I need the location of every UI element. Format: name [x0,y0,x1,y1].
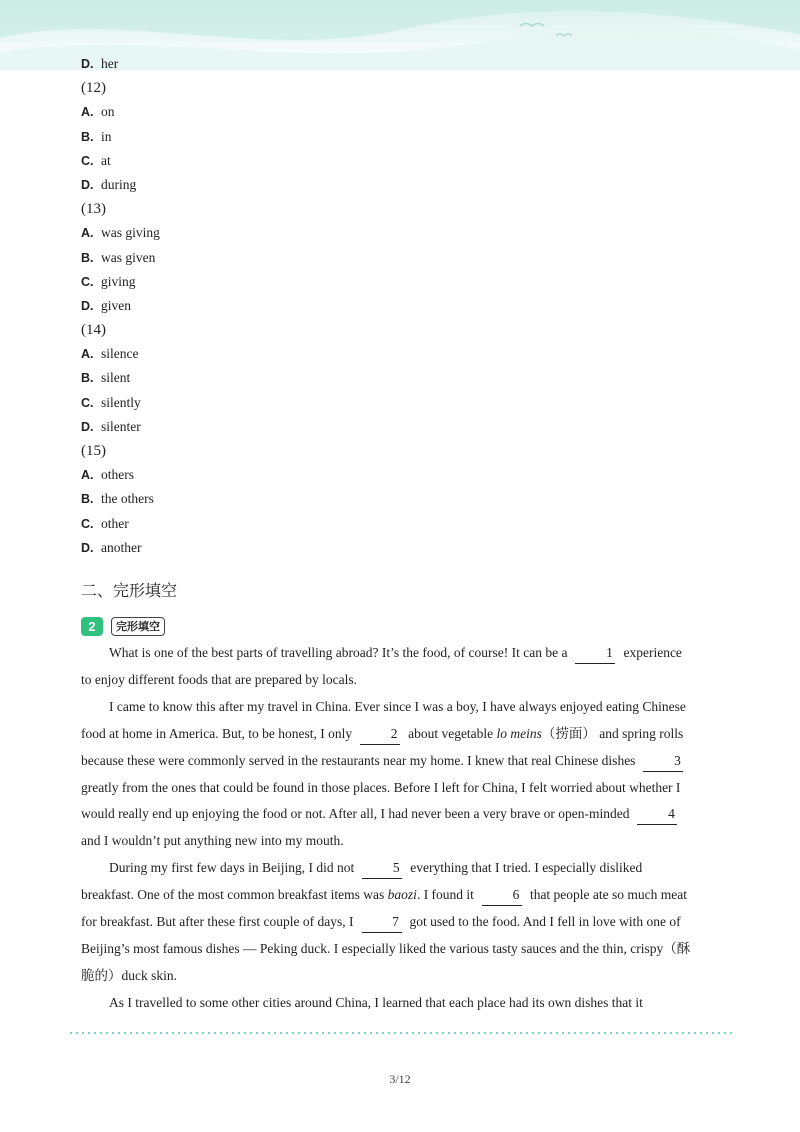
option-letter: B. [81,371,94,386]
option-text: her [101,56,119,71]
option-letter: C. [81,516,94,531]
option-row [81,391,721,415]
option-letter: B. [81,492,94,507]
option-text: silenter [101,418,141,434]
option-row [81,221,721,245]
option-letter: B. [81,129,94,144]
option-text: was given [101,249,156,265]
blank-5: 5 [362,858,402,879]
option-row [81,366,721,390]
option-text: silently [101,394,141,410]
italic-term: lo meins [496,725,542,741]
passage-text: As I travelled to some other cities around China, I learned that each place had its own dishes that it [109,994,643,1010]
option-row [81,246,721,270]
option-row [81,512,721,536]
option-row [81,342,721,366]
option-text: during [101,176,137,192]
passage-paragraph [81,640,693,694]
blank-4: 4 [637,804,677,825]
passage-text: that people ate so much meat for breakfast. But after these first couple of days, I [81,887,688,930]
option-row [81,52,721,76]
option-row [81,149,721,173]
passage-paragraph [81,855,693,990]
question-type-tag: 完形填空 [111,617,165,636]
blank-6: 6 [482,885,522,906]
blank-1: 1 [575,643,615,664]
italic-term: baozi [387,887,417,903]
option-letter: C. [81,274,94,289]
option-row [81,463,721,487]
passage-text: I came to know this after my travel in China. Ever since I was a boy, I have always enjoyed eating Chinese food at home in America. But, to be honest, I only [81,698,686,741]
option-row [81,173,721,197]
option-row [81,270,721,294]
passage-text: greatly from the ones that could be found in those places. Before I left for China, I felt worried about whether I would really end up enjoying the food or not. After all, I had never been a very brave or open-minded [81,779,681,822]
question-number-badge: 2 [81,617,103,636]
question-number: (13) [81,201,106,218]
option-letter: A. [81,105,94,120]
blank-7: 7 [362,912,402,933]
blank-3: 3 [643,751,683,772]
question-header [81,617,165,637]
option-letter: A. [81,347,94,362]
option-text: the others [101,491,154,507]
option-row [81,536,721,560]
option-letter: A. [81,468,94,483]
option-letter: D. [81,298,94,313]
option-letter: A. [81,226,94,241]
option-text: silent [101,370,131,386]
option-text: at [101,152,111,168]
option-row [81,100,721,124]
footer-divider [68,1032,736,1034]
question-number: (14) [81,322,106,339]
passage-paragraph [81,990,693,1017]
passage-text: and I wouldn’t put anything new into my mouth. [81,833,344,849]
option-row [81,125,721,149]
page-number: 3/12 [389,1072,411,1086]
options-list [81,52,721,560]
option-row [81,294,721,318]
option-text: given [101,297,131,313]
option-letter: B. [81,250,94,265]
option-text: giving [101,273,136,289]
option-text: another [101,539,142,555]
question-number: (12) [81,80,106,97]
option-letter: D. [81,57,94,71]
option-letter: D. [81,419,94,434]
option-text: was giving [101,225,160,241]
passage-text: . I found it [416,887,474,903]
option-letter: C. [81,395,94,410]
option-text: other [101,515,129,531]
blank-2: 2 [360,724,400,745]
option-text: others [101,467,134,483]
question-number: (15) [81,443,106,459]
passage-text: everything that I tried. I especially disliked breakfast. One of the most common breakfast items was [81,860,643,903]
option-row [81,487,721,511]
option-letter: C. [81,153,94,168]
passage-text: （捞面） and spring rolls because these were commonly served in the restaurants near my home. I knew that real Chinese dishes [81,725,684,768]
option-row [81,415,721,439]
passage-text: What is one of the best parts of travelling abroad? It’s the food, of course! It can be a [109,645,568,660]
option-text: in [101,128,112,144]
passage-text: got used to the food. And I fell in love with one of Beijing’s most famous dishes — Peking duck. I especially liked the various tasty sauces and the thin, crispy（酥脆的）duck skin. [81,914,691,983]
passage-text: about vegetable [408,725,494,741]
passage-text: experience to enjoy different foods that are prepared by locals. [81,645,682,687]
passage-text: During my first few days in Beijing, I did not [109,860,355,876]
passage-paragraph [81,694,693,855]
option-letter: D. [81,177,94,192]
section-title: 二、完形填空 [81,581,178,600]
cloze-passage [81,640,693,1017]
option-text: on [101,104,115,120]
option-text: silence [101,346,139,362]
option-letter: D. [81,540,94,555]
